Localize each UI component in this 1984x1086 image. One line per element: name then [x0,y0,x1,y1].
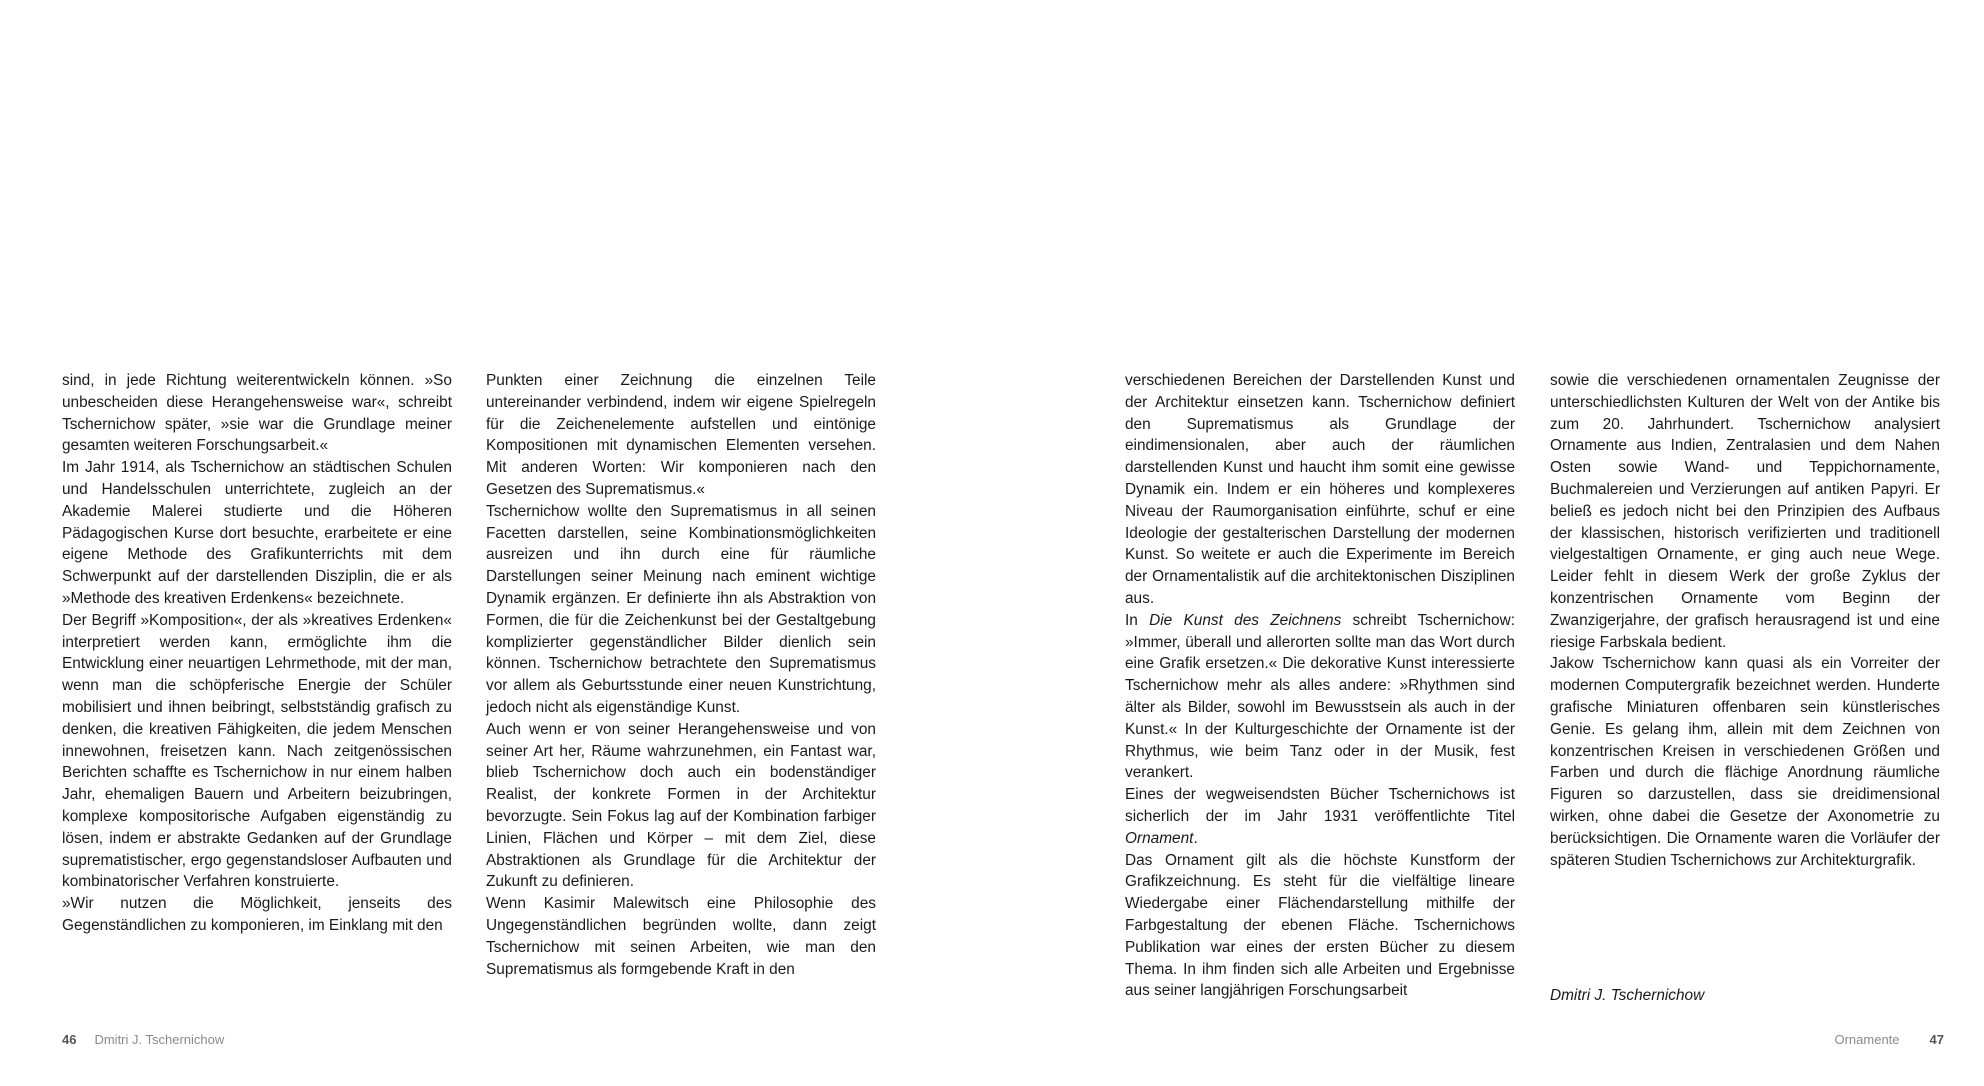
paragraph: »Wir nutzen die Möglichkeit, jenseits des Gegenständlichen zu komponieren, im Einklang mit den [62,895,452,934]
paragraph [1125,610,1515,784]
page-number-left: 46 [62,1032,77,1047]
paragraph: Tschernichow wollte den Suprematismus in all seinen Facetten darstellen, seine Kombinationsmöglichkeiten ausreizen und ihn durch eine für räumliche Darstellungen seiner Meinung nach eminent wichtige Dynamik ergänzen. Er definierte ihn als Abstraktion von Formen, die für die Zeichenkunst bei der Gestaltgebung komplizierter gegenständlicher Bilder dienlich sein können. Tschernichow betrachtete den Suprematismus vor allem als Geburtsstunde einer neuen Kunstrichtung, jedoch nicht als eigenständige Kunst. [486,502,876,716]
text-run: . [1193,829,1198,847]
right-page-column-2 [1550,370,1940,871]
paragraph: Punkten einer Zeichnung die einzelnen Teile untereinander verbindend, indem wir eigene Spielregeln für die Zeichenelemente aufstellen und eintönige Kompositionen mit dynamischen Elementen versehen. Mit anderen Worten: Wir komponieren nach den Gesetzen des Suprematismus.« [486,372,876,498]
paragraph: sind, in jede Richtung weiterentwickeln können. »So unbescheiden diese Herangehensweise war«, schreibt Tschernichow später, »sie war die Grundlage meiner gesamten weiteren Forschungsarbeit.« [62,372,452,455]
paragraph: Wenn Kasimir Malewitsch eine Philosophie des Ungegenständlichen begründen wollte, dann zeigt Tschernichow mit seinen Arbeiten, wie man den Suprematismus als formgebende Kraft in den [486,895,876,978]
text-run: schreibt Tschernichow: »Immer, überall und allerorten sollte man das Wort durch eine Grafik ersetzen.« Die dekorative Kunst interessierte Tschernichow mehr als alles andere: »Rhythmen sind älter als Bilder, sowohl im Bewusstsein als auch in der Kunst.« In der Kulturgeschichte der Ornamente ist der Rhythmus, wie beim Tanz oder in der Musik, fest verankert. [1125,611,1515,782]
paragraph: sowie die verschiedenen ornamentalen Zeugnisse der unterschiedlichsten Kulturen der Welt von der Antike bis zum 20. Jahrhundert. Tschernichow analysiert Ornamente aus Indien, Zentralasien und dem Nahen Osten sowie Wand- und Teppichornamente, Buchmalereien und Verzierungen auf antiken Papyri. Er beließ es jedoch nicht bei den Prinzipien des Aufbaus der klassischen, historisch verifizierten und traditionell vielgestaltigen Ornamente, er ging auch neue Wege. Leider fehlt in diesem Werk der große Zyklus der konzentrischen Ornamente vom Beginn der Zwanzigerjahre, der grafisch herausragend ist und eine riesige Farbskala bedient. [1550,372,1940,651]
running-head-left: Dmitri J. Tschernichow [94,1032,225,1047]
paragraph: Im Jahr 1914, als Tschernichow an städtischen Schulen und Handelsschulen unterrichtete, zugleich an der Akademie Malerei studierte und die Höheren Pädagogischen Kurse dort besuchte, erarbeitete er eine eigene Methode des Grafikunterrichts mit dem Schwerpunkt auf der darstellenden Disziplin, die er als »Methode des kreativen Erdenkens« bezeichnete. [62,459,452,607]
paragraph [1125,784,1515,849]
book-title: Die Kunst des Zeichnens [1149,611,1342,629]
paragraph: Der Begriff »Komposition«, der als »kreatives Erdenken« interpretiert werden kann, ermöglichte ihm die Entwicklung einer neuartigen Lehrmethode, mit der man, wenn man die schöpferische Energie der Schüler mobilisiert und ihnen beibringt, selbstständig grafisch zu denken, die kreativen Fähigkeiten, die jedem Menschen innewohnen, freisetzen kann. Nach zeitgenössischen Berichten schaffte es Tschernichow in nur einem halben Jahr, ehemaligen Bauern und Arbeitern beizubringen, komplexe kompositorische Aufgaben eigenständig zu lösen, indem er abstrakte Gedanken auf der Grundlage suprematistischer, ergo gegenstandsloser Aufbauten und kombinatorischer Verfahren konstruierte. [62,611,452,891]
paragraph: verschiedenen Bereichen der Darstellenden Kunst und der Architektur einsetzen kann. Tschernichow definiert den Suprematismus als Grundlage der eindimensionalen, aber auch der räumlichen darstellenden Kunst und haucht ihm somit eine gewisse Dynamik ein. Indem er ein höheres und komplexeres Niveau der Raumorganisation einführte, schuf er eine Ideologie der gestalterischen Darstellung der modernen Kunst. So weitete er auch die Experimente im Bereich der Ornamentalistik auf die architektonischen Disziplinen aus. [1125,372,1515,607]
paragraph: Das Ornament gilt als die höchste Kunstform der Grafikzeichnung. Es steht für die vielfältige lineare Wiedergabe einer Flächendarstellung mithilfe der Farbgestaltung der ebenen Fläche. Tschernichows Publikation war eines der ersten Bücher zu diesem Thema. In ihm finden sich alle Arbeiten und Ergebnisse aus seiner langjährigen Forschungsarbeit [1125,851,1515,1000]
author-signature: Dmitri J. Tschernichow [1550,987,1705,1004]
text-run: In [1125,611,1150,629]
text-run: Eines der wegweisendsten Bücher Tschernichows ist sicherlich der im Jahr 1931 veröffentlichte Titel [1125,786,1515,825]
right-page-footer [1834,1032,1944,1048]
book-title: Ornament [1125,829,1194,847]
paragraph: Jakow Tschernichow kann quasi als ein Vorreiter der modernen Computergrafik bezeichnet werden. Hunderte grafische Miniaturen offenbaren sein künstlerisches Genie. Es gelang ihm, allein mit dem Zeichnen von konzentrischen Kreisen in verschiedenen Größen und Farben und durch die flächige Anordnung räumliche Figuren so darzustellen, dass sie dreidimensional wirken, ohne dabei die Gesetze der Axonometrie zu berücksichtigen. Die Ornamente waren die Vorläufer der späteren Studien Tschernichows zur Architekturgrafik. [1550,655,1940,869]
left-page-footer [62,1032,224,1048]
page-number-right: 47 [1929,1032,1944,1047]
right-page-column-1 [1125,370,1515,1002]
running-head-right: Ornamente [1834,1032,1900,1047]
left-page-column-1 [62,370,452,937]
paragraph: Auch wenn er von seiner Herangehensweise und von seiner Art her, Räume wahrzunehmen, ein Fantast war, blieb Tschernichow doch auch ein bodenständiger Realist, der konkrete Formen in der Architektur bevorzugte. Sein Fokus lag auf der Kombination farbiger Linien, Flächen und Körper – mit dem Ziel, diese Abstraktionen als Grundlage für die Architektur der Zukunft zu definieren. [486,720,876,891]
left-page-column-2 [486,370,876,980]
